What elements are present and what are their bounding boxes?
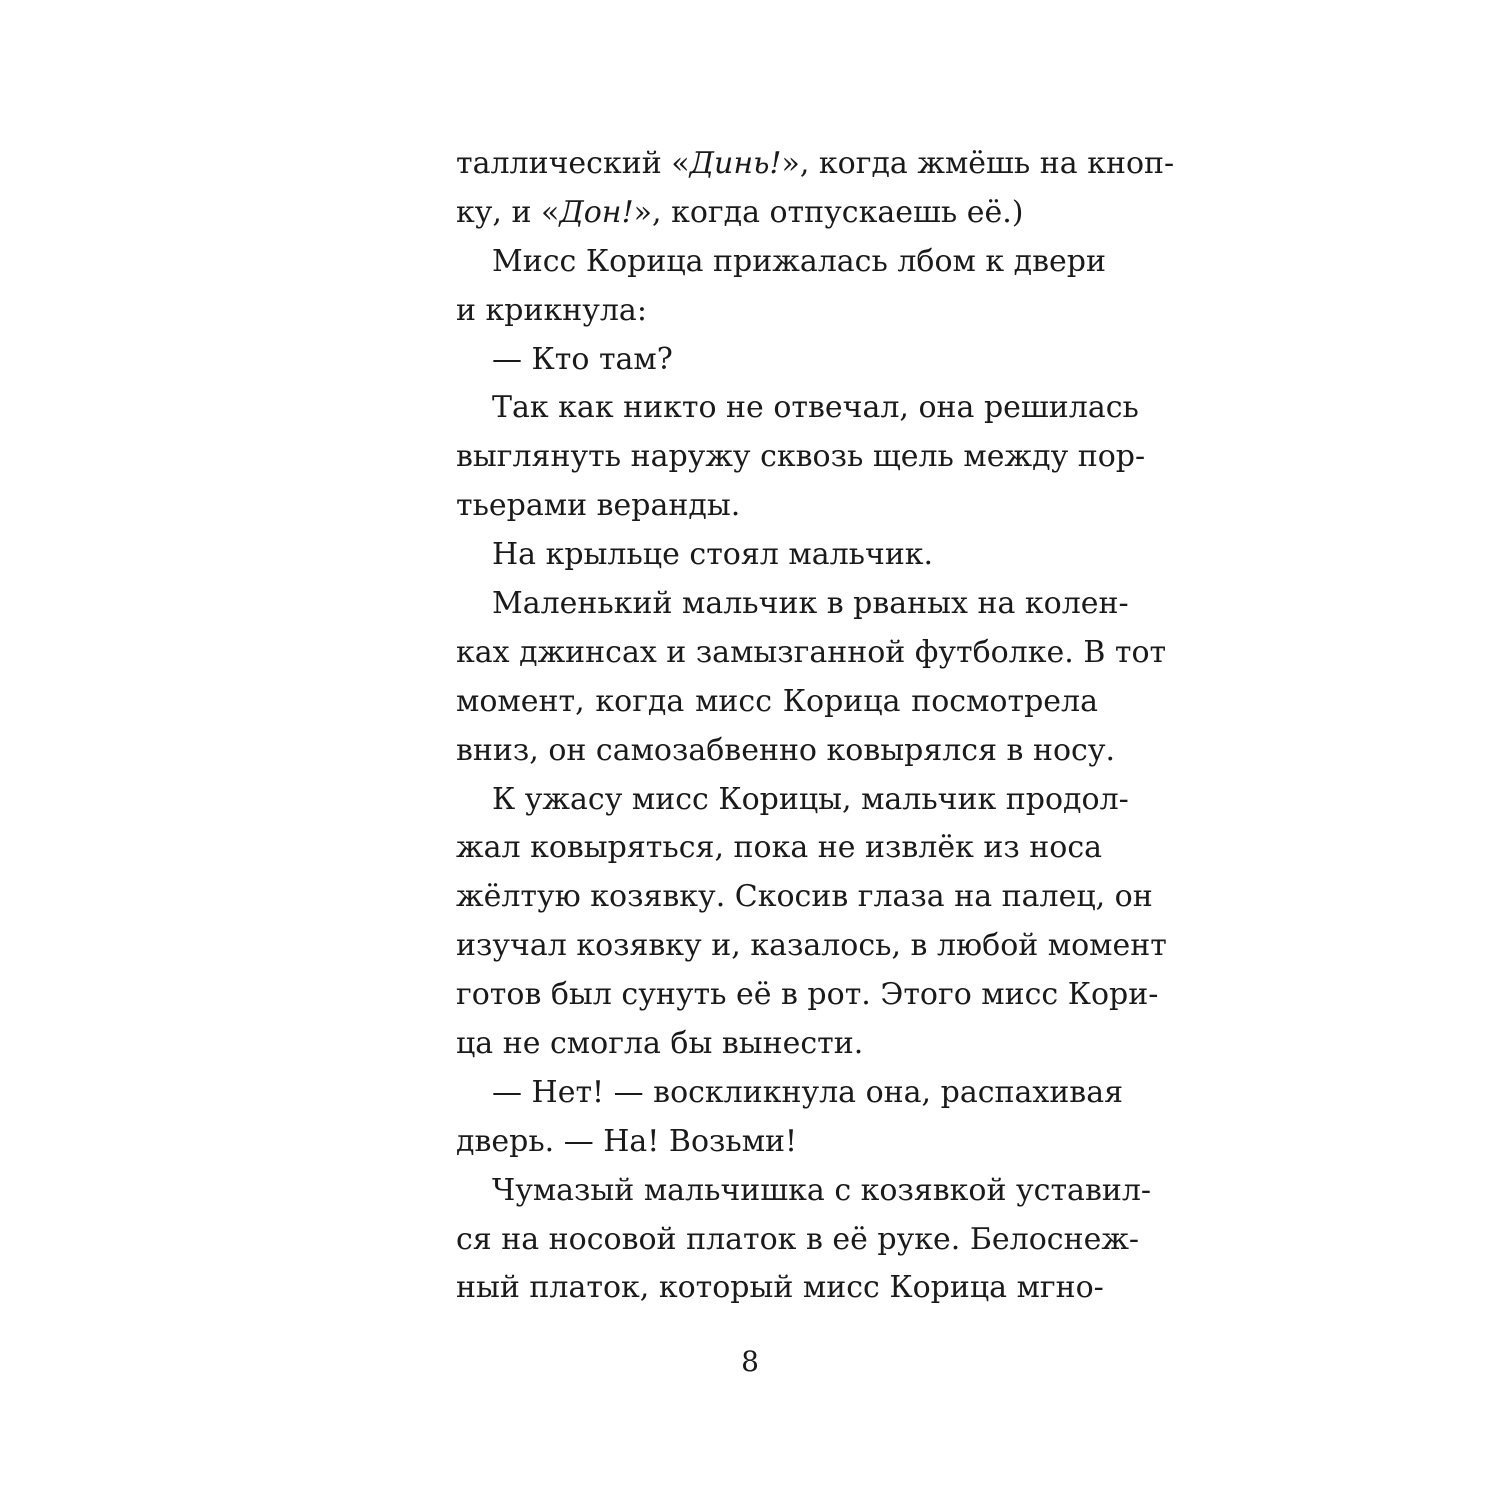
text-segment: вниз, он самозабвенно ковырялся в носу. bbox=[456, 732, 1116, 768]
text-line bbox=[456, 238, 1106, 287]
text-segment: », когда жмёшь на кноп- bbox=[781, 146, 1175, 181]
text-line bbox=[456, 336, 1098, 385]
text-segment: К ужасу мисс Корицы, мальчик продол- bbox=[492, 781, 1129, 817]
text-segment: жал ковыряться, пока не извлёк из носа bbox=[456, 830, 1103, 866]
text-line bbox=[456, 1264, 1104, 1313]
text-segment: жёлтую козявку. Скосив глаза на палец, он bbox=[456, 879, 1153, 915]
text-line bbox=[456, 727, 1116, 776]
text-segment: выглянуть наружу сквозь щель между пор- bbox=[456, 439, 1146, 475]
text-line bbox=[456, 482, 1098, 531]
text-line bbox=[456, 580, 1129, 629]
text-line bbox=[456, 776, 1129, 825]
text-segment: тьерами веранды. bbox=[456, 488, 741, 524]
text-line bbox=[456, 873, 1153, 922]
text-segment: ся на носовой платок в её руке. Белоснеж- bbox=[456, 1221, 1140, 1257]
italic-text: Динь! bbox=[689, 146, 782, 181]
text-segment: — Нет! — воскликнула она, распахивая bbox=[492, 1074, 1124, 1110]
text-segment: Чумазый мальчишка с козявкой уставил- bbox=[492, 1172, 1152, 1208]
text-segment: — Кто там? bbox=[492, 341, 673, 377]
text-line bbox=[456, 1069, 1124, 1118]
text-segment: ца не смогла бы вынести. bbox=[456, 1026, 864, 1062]
text-segment: ках джинсах и замызганной футболке. В тот bbox=[456, 634, 1167, 670]
text-segment: Так как никто не отвечал, она решилась bbox=[492, 390, 1139, 426]
italic-text: Дон! bbox=[559, 194, 634, 230]
text-segment: На крыльце стоял мальчик. bbox=[492, 537, 934, 573]
text-line bbox=[456, 384, 1139, 433]
text-line bbox=[456, 971, 1159, 1020]
text-segment: момент, когда мисс Корица посмотрела bbox=[456, 683, 1098, 719]
text-segment: таллический « bbox=[456, 146, 690, 181]
text-line bbox=[456, 1167, 1152, 1216]
text-line bbox=[456, 922, 1167, 971]
text-line bbox=[456, 433, 1146, 482]
text-line bbox=[456, 629, 1167, 678]
text-line bbox=[456, 287, 1098, 336]
text-segment: изучал козявку и, казалось, в любой момент bbox=[456, 928, 1167, 964]
text-segment: Мисс Корица прижалась лбом к двери bbox=[492, 243, 1106, 279]
text-segment: », когда отпускаешь её.) bbox=[633, 194, 1024, 230]
text-segment: дверь. — На! Возьми! bbox=[456, 1123, 798, 1159]
text-line bbox=[456, 140, 1175, 189]
text-line bbox=[456, 531, 1098, 580]
text-segment: Маленький мальчик в рваных на колен- bbox=[492, 586, 1129, 622]
text-segment: ку, и « bbox=[456, 194, 560, 230]
text-segment: ный платок, который мисс Корица мгно- bbox=[456, 1270, 1104, 1306]
text-line bbox=[456, 678, 1098, 727]
text-segment: готов был сунуть её в рот. Этого мисс Кори- bbox=[456, 977, 1159, 1013]
text-line bbox=[456, 1216, 1140, 1265]
body-text bbox=[456, 140, 1175, 1313]
text-line bbox=[456, 1020, 1098, 1069]
page-number: 8 bbox=[741, 1345, 759, 1378]
text-line bbox=[456, 1118, 1098, 1167]
text-segment: и крикнула: bbox=[456, 292, 647, 328]
text-line bbox=[456, 189, 1098, 238]
text-line bbox=[456, 824, 1103, 873]
